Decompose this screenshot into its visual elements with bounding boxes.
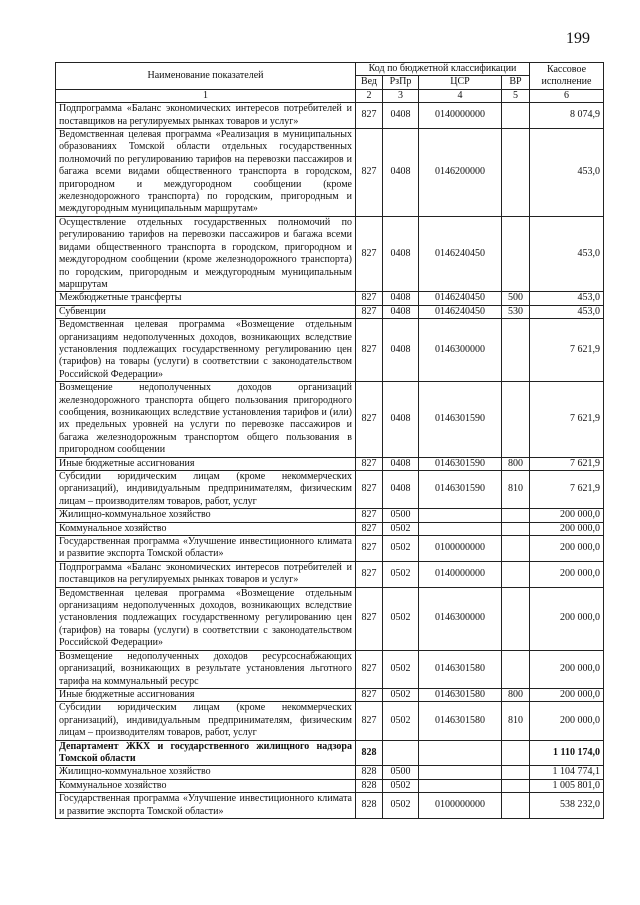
column-number-row	[56, 89, 604, 102]
name-column-header: Наименование показателей	[56, 63, 356, 90]
vr-cell: 800	[502, 457, 530, 470]
column-number: 2	[356, 89, 383, 102]
vr-cell	[502, 766, 530, 779]
csr-cell: 0146301590	[419, 382, 502, 457]
table-row	[56, 793, 604, 819]
budget-execution-table	[55, 62, 604, 819]
row-name-cell: Осуществление отдельных государственных полномочий по регулированию тарифов на перевозки пассажиров и багажа всеми видами общественного транспорта в городском, пригородном и междугородном сообщении (кроме железнодорожного транспорта) по городским, пригородным и междугородным муниципальным маршрутам	[56, 216, 356, 291]
rzpr-cell: 0502	[383, 702, 419, 740]
rzpr-cell: 0502	[383, 779, 419, 792]
rzpr-cell: 0408	[383, 471, 419, 509]
row-name-cell: Коммунальное хозяйство	[56, 522, 356, 535]
amount-cell: 453,0	[530, 305, 604, 318]
amount-cell: 1 110 174,0	[530, 740, 604, 766]
amount-cell: 453,0	[530, 216, 604, 291]
row-name-cell: Субсидии юридическим лицам (кроме некоммерческих организаций), индивидуальным предпринимателям, физическим лицам – производителям товаров, работ, услуг	[56, 471, 356, 509]
rzpr-cell: 0502	[383, 793, 419, 819]
table-row	[56, 587, 604, 650]
ved-cell: 827	[356, 382, 383, 457]
vr-cell	[502, 522, 530, 535]
csr-cell	[419, 509, 502, 522]
csr-cell: 0146301580	[419, 702, 502, 740]
rzpr-cell: 0408	[383, 457, 419, 470]
ved-cell: 827	[356, 319, 383, 382]
csr-cell	[419, 779, 502, 792]
vr-cell: 810	[502, 471, 530, 509]
row-name-cell: Государственная программа «Улучшение инвестиционного климата и развитие экспорта Томской области»	[56, 536, 356, 562]
ved-cell: 827	[356, 216, 383, 291]
ved-cell: 827	[356, 305, 383, 318]
rzpr-column-header: РзПр	[383, 76, 419, 89]
table-row	[56, 766, 604, 779]
table-row	[56, 305, 604, 318]
csr-cell: 0146301590	[419, 471, 502, 509]
row-name-cell: Возмещение недополученных доходов ресурсоснабжающих организаций, возникающих в результате установления льготного тарифа на коммунальный ресурс	[56, 650, 356, 688]
vr-cell	[502, 650, 530, 688]
rzpr-cell: 0500	[383, 766, 419, 779]
row-name-cell: Иные бюджетные ассигнования	[56, 688, 356, 701]
amount-cell: 200 000,0	[530, 522, 604, 535]
table-row	[56, 216, 604, 291]
csr-cell: 0100000000	[419, 536, 502, 562]
row-name-cell: Подпрограмма «Баланс экономических интересов потребителей и поставщиков на регулируемых рынках товаров и услуг»	[56, 103, 356, 129]
rzpr-cell: 0502	[383, 561, 419, 587]
vr-cell	[502, 779, 530, 792]
csr-cell: 0140000000	[419, 103, 502, 129]
column-number: 1	[56, 89, 356, 102]
row-name-cell: Подпрограмма «Баланс экономических интересов потребителей и поставщиков на регулируемых рынках товаров и услуг»	[56, 561, 356, 587]
table-row	[56, 103, 604, 129]
amount-cell: 7 621,9	[530, 319, 604, 382]
vr-cell: 530	[502, 305, 530, 318]
vr-cell	[502, 103, 530, 129]
column-number: 3	[383, 89, 419, 102]
csr-cell: 0146240450	[419, 305, 502, 318]
ved-cell: 828	[356, 779, 383, 792]
table-row	[56, 740, 604, 766]
rzpr-cell: 0408	[383, 319, 419, 382]
rzpr-cell: 0408	[383, 216, 419, 291]
row-name-cell: Ведомственная целевая программа «Реализация в муниципальных образованиях Томской области отдельных государственных полномочий по регулированию тарифов на перевозки пассажиров и багажа всеми видами общественного транспорта в городском, пригородном и междугородном сообщении (кроме железнодорожного транспорта) по городским, пригородным и междугородным муниципальным маршрутам»	[56, 129, 356, 217]
ved-cell: 827	[356, 129, 383, 217]
rzpr-cell: 0500	[383, 509, 419, 522]
page-number: 199	[566, 30, 590, 47]
amount-cell: 8 074,9	[530, 103, 604, 129]
table-row	[56, 702, 604, 740]
table-row	[56, 779, 604, 792]
amount-cell: 200 000,0	[530, 650, 604, 688]
column-number: 6	[530, 89, 604, 102]
vr-cell	[502, 536, 530, 562]
table-row	[56, 509, 604, 522]
csr-cell: 0146200000	[419, 129, 502, 217]
csr-cell	[419, 740, 502, 766]
ved-cell: 827	[356, 536, 383, 562]
vr-cell	[502, 129, 530, 217]
csr-cell: 0146301580	[419, 688, 502, 701]
rzpr-cell: 0408	[383, 305, 419, 318]
ved-cell: 827	[356, 522, 383, 535]
vr-cell	[502, 793, 530, 819]
ved-cell: 827	[356, 561, 383, 587]
amount-cell: 200 000,0	[530, 688, 604, 701]
csr-cell: 0140000000	[419, 561, 502, 587]
row-name-cell: Департамент ЖКХ и государственного жилищного надзора Томской области	[56, 740, 356, 766]
row-name-cell: Иные бюджетные ассигнования	[56, 457, 356, 470]
amount-cell: 7 621,9	[530, 471, 604, 509]
table-row	[56, 382, 604, 457]
row-name-cell: Жилищно-коммунальное хозяйство	[56, 766, 356, 779]
row-name-cell: Ведомственная целевая программа «Возмещение отдельным организациям недополученных доходов, возникающих вследствие установления подлежащих государственному регулированию цен (тарифов) на товары (услуги) в соответствии с законодательством Российской Федерации»	[56, 319, 356, 382]
table-row	[56, 292, 604, 305]
amount-cell: 453,0	[530, 292, 604, 305]
csr-column-header: ЦСР	[419, 76, 502, 89]
amount-cell: 7 621,9	[530, 457, 604, 470]
budget-code-group-header: Код по бюджетной классификации	[356, 63, 530, 76]
rzpr-cell: 0502	[383, 536, 419, 562]
ved-cell: 828	[356, 740, 383, 766]
csr-cell	[419, 766, 502, 779]
amount-cell: 1 005 801,0	[530, 779, 604, 792]
csr-cell: 0146301590	[419, 457, 502, 470]
amount-cell: 538 232,0	[530, 793, 604, 819]
vr-cell	[502, 561, 530, 587]
vr-cell: 800	[502, 688, 530, 701]
csr-cell: 0146300000	[419, 587, 502, 650]
table-row	[56, 319, 604, 382]
vr-cell	[502, 216, 530, 291]
csr-cell: 0146300000	[419, 319, 502, 382]
table-row	[56, 650, 604, 688]
amount-cell: 200 000,0	[530, 561, 604, 587]
rzpr-cell: 0408	[383, 103, 419, 129]
ved-cell: 827	[356, 702, 383, 740]
table-row	[56, 536, 604, 562]
row-name-cell: Жилищно-коммунальное хозяйство	[56, 509, 356, 522]
amount-cell: 1 104 774,1	[530, 766, 604, 779]
row-name-cell: Ведомственная целевая программа «Возмещение отдельным организациям недополученных доходов, возникающих вследствие установления подлежащих государственному регулированию цен (тарифов) на товары (услуги) в соответствии с законодательством Российской Федерации»	[56, 587, 356, 650]
ved-cell: 827	[356, 650, 383, 688]
table-row	[56, 561, 604, 587]
amount-cell: 200 000,0	[530, 509, 604, 522]
row-name-cell: Возмещение недополученных доходов организаций железнодорожного транспорта общего пользования пригородного сообщения, возникающих вследствие установления тарифов и (или) их предельных уровней на услуги по перевозке пассажиров и багажа железнодорожным транспортом общего пользования в пригородном сообщении	[56, 382, 356, 457]
ved-cell: 828	[356, 793, 383, 819]
rzpr-cell: 0408	[383, 292, 419, 305]
ved-column-header: Вед	[356, 76, 383, 89]
rzpr-cell: 0502	[383, 688, 419, 701]
rzpr-cell: 0502	[383, 650, 419, 688]
rzpr-cell: 0502	[383, 522, 419, 535]
table-row	[56, 457, 604, 470]
column-number: 5	[502, 89, 530, 102]
amount-cell: 200 000,0	[530, 536, 604, 562]
vr-cell: 500	[502, 292, 530, 305]
row-name-cell: Коммунальное хозяйство	[56, 779, 356, 792]
row-name-cell: Субвенции	[56, 305, 356, 318]
amount-cell: 200 000,0	[530, 587, 604, 650]
ved-cell: 827	[356, 457, 383, 470]
rzpr-cell	[383, 740, 419, 766]
vr-cell: 810	[502, 702, 530, 740]
csr-cell	[419, 522, 502, 535]
table-body	[56, 103, 604, 819]
rzpr-cell: 0408	[383, 129, 419, 217]
table-row	[56, 688, 604, 701]
vr-cell	[502, 382, 530, 457]
cash-execution-header: Кассовое исполнение	[530, 63, 604, 90]
csr-cell: 0146301580	[419, 650, 502, 688]
vr-cell	[502, 319, 530, 382]
vr-column-header: ВР	[502, 76, 530, 89]
ved-cell: 827	[356, 509, 383, 522]
table-row	[56, 471, 604, 509]
vr-cell	[502, 587, 530, 650]
table-row	[56, 522, 604, 535]
amount-cell: 200 000,0	[530, 702, 604, 740]
ved-cell: 827	[356, 688, 383, 701]
rzpr-cell: 0502	[383, 587, 419, 650]
csr-cell: 0100000000	[419, 793, 502, 819]
column-number: 4	[419, 89, 502, 102]
ved-cell: 827	[356, 292, 383, 305]
row-name-cell: Государственная программа «Улучшение инвестиционного климата и развитие экспорта Томской области»	[56, 793, 356, 819]
amount-cell: 453,0	[530, 129, 604, 217]
vr-cell	[502, 740, 530, 766]
ved-cell: 827	[356, 103, 383, 129]
row-name-cell: Субсидии юридическим лицам (кроме некоммерческих организаций), индивидуальным предпринимателям, физическим лицам – производителям товаров, работ, услуг	[56, 702, 356, 740]
rzpr-cell: 0408	[383, 382, 419, 457]
table-row	[56, 129, 604, 217]
csr-cell: 0146240450	[419, 292, 502, 305]
ved-cell: 827	[356, 587, 383, 650]
vr-cell	[502, 509, 530, 522]
row-name-cell: Межбюджетные трансферты	[56, 292, 356, 305]
amount-cell: 7 621,9	[530, 382, 604, 457]
csr-cell: 0146240450	[419, 216, 502, 291]
ved-cell: 827	[356, 471, 383, 509]
ved-cell: 828	[356, 766, 383, 779]
